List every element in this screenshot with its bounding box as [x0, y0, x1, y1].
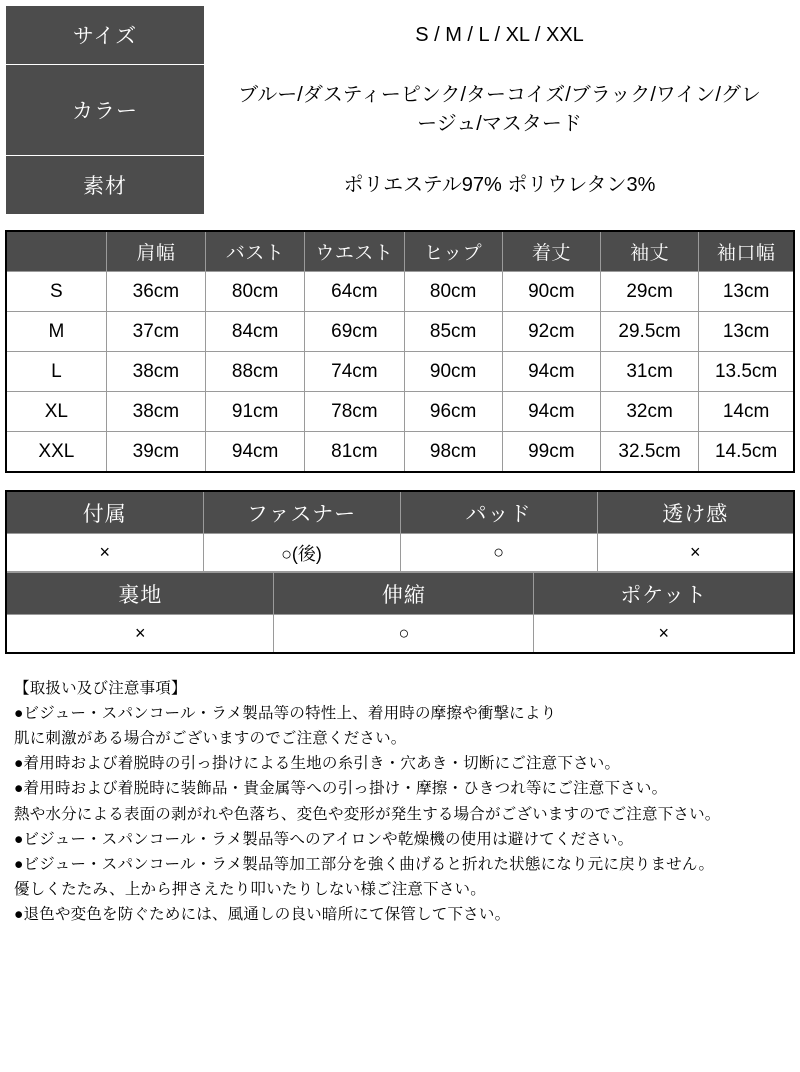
- table-header-row: [6, 491, 794, 534]
- table-row: [6, 65, 795, 156]
- table-row: [6, 272, 794, 312]
- attr-header-accessory: 付属: [6, 491, 203, 534]
- table-cell: 31cm: [600, 352, 698, 392]
- table-cell: 99cm: [502, 432, 600, 473]
- table-cell: 37cm: [106, 312, 205, 352]
- table-header-row: [6, 231, 794, 272]
- table-cell: 64cm: [305, 272, 404, 312]
- attr-header-zipper: ファスナー: [203, 491, 400, 534]
- table-cell: 13.5cm: [699, 352, 794, 392]
- spec-value-size: S / M / L / XL / XXL: [205, 6, 795, 65]
- table-cell: 14.5cm: [699, 432, 794, 473]
- table-cell: 14cm: [699, 392, 794, 432]
- table-cell: 94cm: [502, 352, 600, 392]
- notes-line: 優しくたたみ、上から押さえたり叩いたりしない様ご注意下さい。: [14, 880, 486, 898]
- spec-value-color: ブルー/ダスティーピンク/ターコイズ/ブラック/ワイン/グレージュ/マスタード: [205, 65, 795, 156]
- spec-value-material: ポリエステル97% ポリウレタン3%: [205, 156, 795, 215]
- table-row: [6, 615, 794, 654]
- attr-value-sheerness: ×: [597, 534, 794, 572]
- table-row: [6, 6, 795, 65]
- measurements-header-2: バスト: [206, 231, 305, 272]
- attributes-section: [0, 490, 800, 654]
- table-cell: 91cm: [206, 392, 305, 432]
- measurements-size-s: S: [6, 272, 106, 312]
- table-cell: 92cm: [502, 312, 600, 352]
- table-cell: 96cm: [404, 392, 502, 432]
- table-cell: 38cm: [106, 352, 205, 392]
- table-cell: 29.5cm: [600, 312, 698, 352]
- measurements-size-l: L: [6, 352, 106, 392]
- attr-value-pocket: ×: [534, 615, 794, 654]
- measurements-size-xl: XL: [6, 392, 106, 432]
- table-cell: 80cm: [206, 272, 305, 312]
- measurements-header-3: ウエスト: [305, 231, 404, 272]
- table-cell: 90cm: [404, 352, 502, 392]
- table-cell: 80cm: [404, 272, 502, 312]
- notes-line: 熱や水分による表面の剥がれや色落ち、変色や変形が発生する場合がございますのでご注意下さい。: [14, 805, 721, 823]
- table-cell: 94cm: [206, 432, 305, 473]
- measurements-header-4: ヒップ: [404, 231, 502, 272]
- attr-header-sheerness: 透け感: [597, 491, 794, 534]
- table-cell: 69cm: [305, 312, 404, 352]
- notes-line: ●ビジュー・スパンコール・ラメ製品等加工部分を強く曲げると折れた状態になり元に戻りません。: [14, 855, 715, 873]
- table-cell: 38cm: [106, 392, 205, 432]
- notes-line: ●ビジュー・スパンコール・ラメ製品等の特性上、着用時の摩擦や衝撃により: [14, 705, 557, 723]
- table-cell: 13cm: [699, 312, 794, 352]
- table-cell: 85cm: [404, 312, 502, 352]
- measurements-section: [0, 230, 800, 473]
- table-row: [6, 312, 794, 352]
- table-cell: 32cm: [600, 392, 698, 432]
- measurements-table: [5, 230, 795, 473]
- table-cell: 81cm: [305, 432, 404, 473]
- attributes-table-2: [5, 572, 795, 654]
- spec-label-size: サイズ: [6, 6, 205, 65]
- attr-value-stretch: ○: [274, 615, 534, 654]
- table-cell: 32.5cm: [600, 432, 698, 473]
- attr-header-pocket: ポケット: [534, 573, 794, 615]
- table-row: [6, 352, 794, 392]
- table-row: [6, 156, 795, 215]
- table-cell: 36cm: [106, 272, 205, 312]
- attr-header-lining: 裏地: [6, 573, 274, 615]
- table-cell: 94cm: [502, 392, 600, 432]
- table-cell: 74cm: [305, 352, 404, 392]
- measurements-size-m: M: [6, 312, 106, 352]
- table-row: [6, 392, 794, 432]
- attr-value-accessory: ×: [6, 534, 203, 572]
- table-cell: 13cm: [699, 272, 794, 312]
- attr-value-lining: ×: [6, 615, 274, 654]
- measurements-header-7: 袖口幅: [699, 231, 794, 272]
- measurements-header-0: [6, 231, 106, 272]
- measurements-header-5: 着丈: [502, 231, 600, 272]
- table-row: [6, 534, 794, 572]
- table-cell: 90cm: [502, 272, 600, 312]
- notes-line: ●退色や変色を防ぐためには、風通しの良い暗所にて保管して下さい。: [14, 905, 511, 923]
- table-header-row: [6, 573, 794, 615]
- spec-label-color: カラー: [6, 65, 205, 156]
- notes-title: 【取扱い及び注意事項】: [14, 680, 187, 697]
- measurements-header-6: 袖丈: [600, 231, 698, 272]
- table-cell: 39cm: [106, 432, 205, 473]
- table-cell: 98cm: [404, 432, 502, 473]
- product-spec-page: [0, 5, 800, 1072]
- table-cell: 78cm: [305, 392, 404, 432]
- table-cell: 84cm: [206, 312, 305, 352]
- attr-value-zipper: ○(後): [203, 534, 400, 572]
- attr-header-stretch: 伸縮: [274, 573, 534, 615]
- attr-value-pad: ○: [400, 534, 597, 572]
- measurements-header-1: 肩幅: [106, 231, 205, 272]
- attributes-table-1: [5, 490, 795, 572]
- measurements-size-xxl: XXL: [6, 432, 106, 473]
- notes-line: ●着用時および着脱時の引っ掛けによる生地の糸引き・穴あき・切断にご注意下さい。: [14, 755, 621, 773]
- spec-label-material: 素材: [6, 156, 205, 215]
- table-cell: 29cm: [600, 272, 698, 312]
- spec-table: [5, 5, 795, 215]
- notes-line: ●着用時および着脱時に装飾品・貴金属等への引っ掛け・摩擦・ひきつれ等にご注意下さい。: [14, 780, 668, 798]
- notes-line: ●ビジュー・スパンコール・ラメ製品等へのアイロンや乾燥機の使用は避けてください。: [14, 830, 634, 848]
- notes-line: 肌に刺激がある場合がございますのでご注意ください。: [14, 730, 407, 748]
- table-row: [6, 432, 794, 473]
- table-cell: 88cm: [206, 352, 305, 392]
- attr-header-pad: パッド: [400, 491, 597, 534]
- care-notes: [14, 676, 800, 927]
